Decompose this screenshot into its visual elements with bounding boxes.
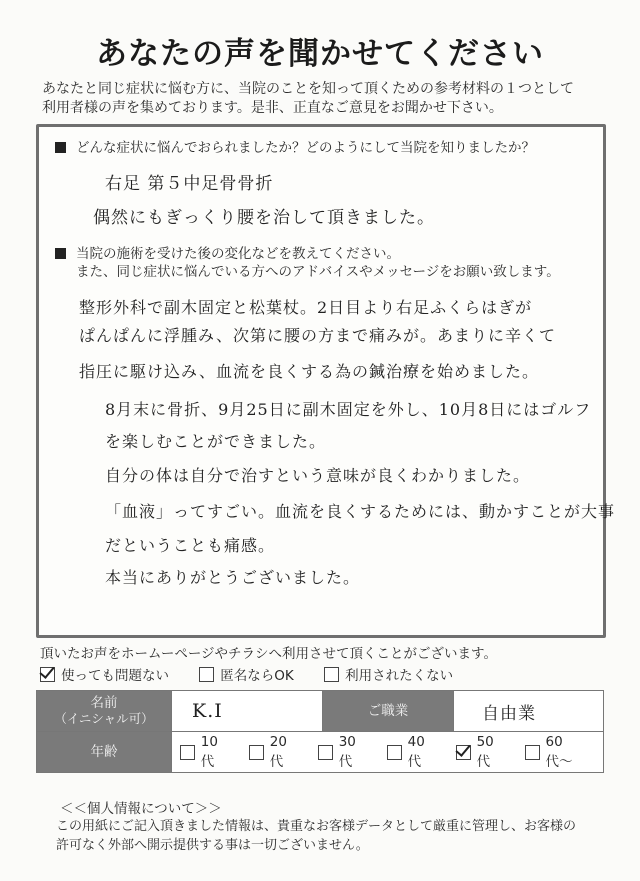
intro-line-1: あなたと同じ症状に悩む方に、当院のことを知って頂くための参考材料の１つとして xyxy=(42,81,574,97)
age-label-text: 30代 xyxy=(338,734,356,770)
option-label: 匿名ならOK xyxy=(220,668,294,684)
answer-2-line-8: だということも痛感。 xyxy=(105,536,276,555)
name-label xyxy=(37,691,172,732)
privacy-line-2: 許可なく外部へ開示提供する事は一切ございません。 xyxy=(56,838,369,853)
age-option-50s[interactable] xyxy=(456,734,507,770)
privacy-text xyxy=(56,817,616,855)
job-field[interactable] xyxy=(454,691,604,732)
name-label-line-2: （イニシャル可） xyxy=(54,711,154,726)
checkbox-icon[interactable] xyxy=(249,745,264,760)
info-table xyxy=(36,690,604,773)
question-2-text-line-1: 当院の施術を受けた後の変化などを教えてください。 xyxy=(76,246,400,262)
checkbox-icon[interactable] xyxy=(324,667,339,682)
checkbox-icon[interactable] xyxy=(525,745,540,760)
permission-option-ok[interactable] xyxy=(40,664,169,684)
answer-2-line-4: 8月末に骨折、9月25日に副木固定を外し、10月8日にはゴルフ xyxy=(105,400,592,419)
intro-line-2: 利用者様の声を集めております。是非、正直なご意見をお聞かせ下さい。 xyxy=(42,100,503,116)
info-row-age xyxy=(37,732,604,773)
question-2 xyxy=(55,245,560,281)
job-value: 自由業 xyxy=(482,703,536,724)
checkbox-icon[interactable] xyxy=(318,745,333,760)
page-title: あなたの声を聞かせてください xyxy=(96,36,544,72)
age-option-40s[interactable] xyxy=(387,734,438,770)
square-bullet-icon xyxy=(55,142,66,153)
permission-text: 頂いたお声をホームーページやチラシへ利用させて頂くことがございます。 xyxy=(40,646,497,662)
privacy-heading: ＜＜個人情報について＞＞ xyxy=(60,801,222,817)
answer-2-line-1: 整形外科で副木固定と松葉杖。2日目より右足ふくらはぎが xyxy=(79,298,533,317)
permission-option-anonymous[interactable] xyxy=(199,664,293,684)
privacy-line-1: この用紙にご記入頂きました情報は、貴重なお客様データとして厳重に管理し、お客様の xyxy=(56,819,577,834)
answer-1-line-2: 偶然にもぎっくり腰を治して頂きました。 xyxy=(93,208,435,228)
intro-text xyxy=(42,80,612,118)
checkbox-checked-icon[interactable] xyxy=(40,667,55,682)
age-label-text: 60代〜 xyxy=(545,734,573,770)
option-label: 使っても問題ない xyxy=(61,668,169,684)
checkbox-icon[interactable] xyxy=(199,667,214,682)
answer-2-line-9: 本当にありがとうございました。 xyxy=(105,568,361,587)
name-field[interactable] xyxy=(172,691,323,732)
name-label-line-1: 名前 xyxy=(90,695,118,711)
age-option-10s[interactable] xyxy=(180,734,231,770)
permission-options xyxy=(40,664,479,684)
age-options xyxy=(172,732,604,773)
age-label: 年齢 xyxy=(37,732,172,773)
answer-2-line-7: 「血液」ってすごい。血流を良くするためには、動かすことが大事 xyxy=(105,502,616,521)
answer-box xyxy=(36,124,616,638)
age-label-text: 20代 xyxy=(269,734,287,770)
name-value: K.I xyxy=(192,700,223,722)
permission-option-refuse[interactable] xyxy=(324,664,453,684)
age-option-20s[interactable] xyxy=(249,734,300,770)
age-option-30s[interactable] xyxy=(318,734,369,770)
job-label: ご職業 xyxy=(323,691,454,732)
age-label-text: 40代 xyxy=(407,734,425,770)
checkbox-icon[interactable] xyxy=(180,745,195,760)
question-1-text: どんな症状に悩んでおられましたか？どのようにして当院を知りましたか？ xyxy=(76,140,535,156)
answer-1-line-1: 右足 第５中足骨骨折 xyxy=(105,174,274,194)
age-label-text: 50代 xyxy=(476,734,494,770)
option-label: 利用されたくない xyxy=(345,668,454,684)
answer-2-line-6: 自分の体は自分で治すという意味が良くわかりました。 xyxy=(105,466,531,485)
question-2-text-line-2: また、同じ症状に悩んでいる方へのアドバイスやメッセージをお願い致します。 xyxy=(76,264,560,280)
checkbox-checked-icon[interactable] xyxy=(456,745,471,760)
answer-2-line-2: ぱんぱんに浮腫み、次第に腰の方まで痛みが。あまりに辛くて xyxy=(79,326,556,345)
answer-2-line-3: 指圧に駆け込み、血流を良くする為の鍼治療を始めました。 xyxy=(79,362,539,381)
square-bullet-icon xyxy=(55,248,66,259)
info-row-name xyxy=(37,691,604,732)
age-label-text: 10代 xyxy=(200,734,218,770)
answer-2-line-5: を楽しむことができました。 xyxy=(105,432,327,451)
question-1 xyxy=(55,139,535,157)
checkbox-icon[interactable] xyxy=(387,745,402,760)
age-option-60s[interactable] xyxy=(525,734,589,770)
